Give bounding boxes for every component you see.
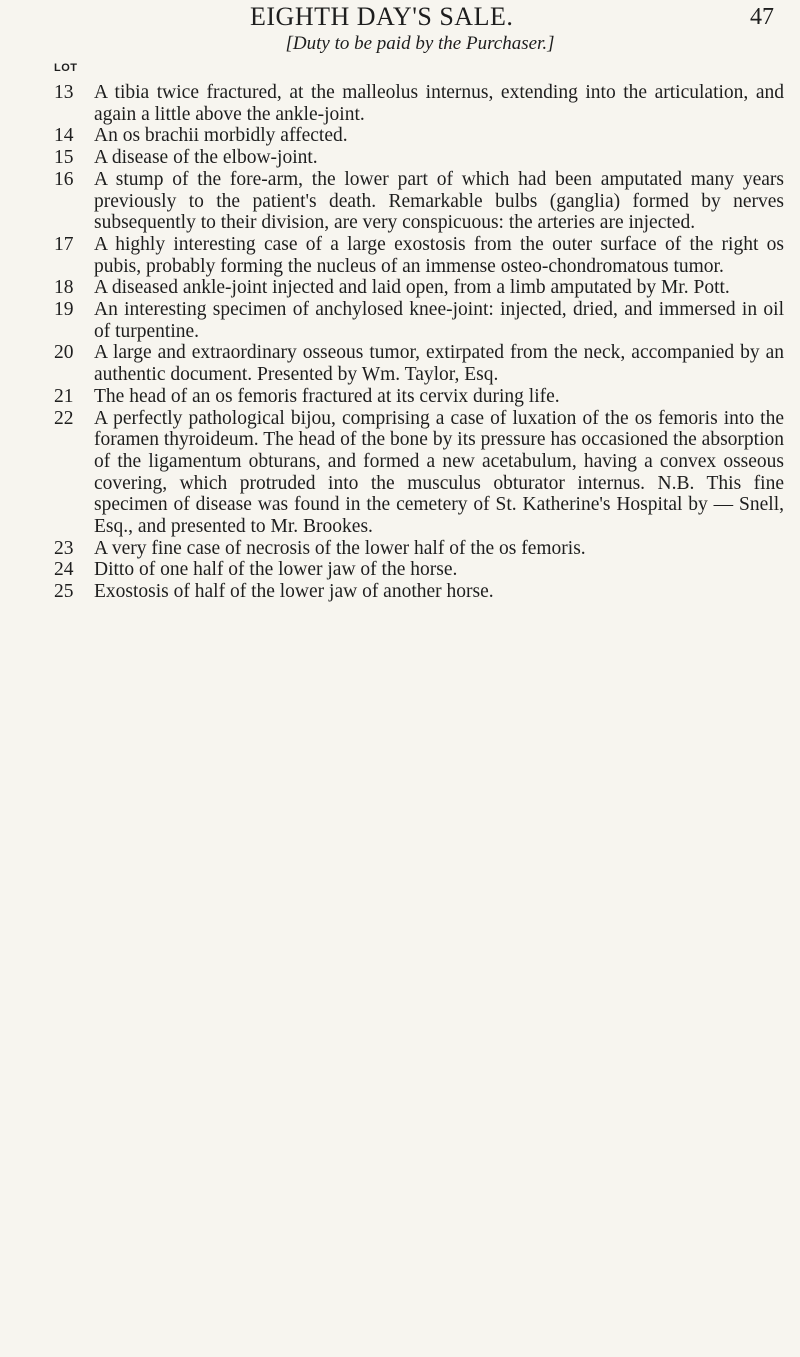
lot-item-25 bbox=[54, 581, 784, 603]
lot-list bbox=[54, 82, 784, 603]
lot-number: 15 bbox=[54, 147, 74, 169]
lot-item-19 bbox=[54, 299, 784, 342]
lot-description: An os brachii morbidly affected. bbox=[94, 125, 348, 147]
lot-item-16 bbox=[54, 169, 784, 234]
lot-item-18 bbox=[54, 277, 784, 299]
lot-item-17 bbox=[54, 234, 784, 277]
lot-number: 23 bbox=[54, 537, 74, 559]
lot-number: 14 bbox=[54, 125, 74, 147]
lot-item-22 bbox=[54, 408, 784, 538]
lot-number: 17 bbox=[54, 233, 74, 255]
lot-number: 18 bbox=[54, 277, 74, 299]
lot-description: A large and extraordinary osseous tumor, extirpated from the neck, accompanied by an authentic document. Presented by Wm. Taylor, Esq. bbox=[94, 342, 784, 386]
lot-number: 25 bbox=[54, 581, 74, 603]
lot-number: 16 bbox=[54, 168, 74, 190]
lot-description: A tibia twice fractured, at the malleolus internus, extending into the articulation, and again a little above the ankle-joint. bbox=[94, 82, 784, 125]
lot-number: 13 bbox=[54, 82, 74, 103]
duty-note: [Duty to be paid by the Purchaser.] bbox=[285, 33, 555, 54]
lot-item-24 bbox=[54, 559, 784, 581]
lot-description: A perfectly pathological bijou, comprising a case of luxation of the os femoris into the foramen thyroideum. The head of the bone by its pressure has occasioned the absorption of the ligamentum obturans, and formed a new acetabulum, having a convex osseous covering, which protruded into the musculus obturator internus. N.B. This fine specimen of disease was found in the cemetery of St. Katherine's Hospital by — Snell, Esq., and presented to Mr. Brookes. bbox=[94, 407, 784, 538]
lot-description: Ditto of one half of the lower jaw of the horse. bbox=[94, 559, 458, 581]
lot-item-14 bbox=[54, 125, 784, 147]
lot-description: A diseased ankle-joint injected and laid open, from a limb amputated by Mr. Pott. bbox=[94, 277, 730, 299]
running-head bbox=[0, 2, 800, 32]
lot-number: 21 bbox=[54, 385, 74, 407]
lot-number: 22 bbox=[54, 407, 74, 429]
lot-item-15 bbox=[54, 147, 784, 169]
lot-description: A stump of the fore-arm, the lower part of which had been amputated many years previously to the patient's death. Remarkable bulbs (ganglia) formed by nerves subsequently to their division, are very conspicuous: the arteries are injected. bbox=[94, 168, 784, 234]
lot-item-13 bbox=[54, 82, 784, 125]
page-number: 47 bbox=[750, 4, 774, 30]
lot-description: A very fine case of necrosis of the lower half of the os femoris. bbox=[94, 537, 586, 559]
lot-item-20 bbox=[54, 342, 784, 385]
lot-description: Exostosis of half of the lower jaw of another horse. bbox=[94, 581, 494, 603]
lot-number: 19 bbox=[54, 299, 74, 321]
lot-column-heading: LOT bbox=[54, 62, 78, 74]
lot-item-23 bbox=[54, 538, 784, 560]
lot-description: A highly interesting case of a large exostosis from the outer surface of the right os pubis, probably forming the nucleus of an immense osteo-chondromatous tumor. bbox=[94, 233, 784, 277]
lot-item-21 bbox=[54, 386, 784, 408]
page-title: EIGHTH DAY'S SALE. bbox=[250, 2, 514, 31]
lot-number: 24 bbox=[54, 559, 74, 581]
lot-number: 20 bbox=[54, 342, 74, 364]
lot-description: An interesting specimen of anchylosed knee-joint: injected, dried, and immersed in oil of turpentine. bbox=[94, 299, 784, 342]
lot-description: The head of an os femoris fractured at its cervix during life. bbox=[94, 385, 560, 407]
lot-description: A disease of the elbow-joint. bbox=[94, 147, 318, 169]
